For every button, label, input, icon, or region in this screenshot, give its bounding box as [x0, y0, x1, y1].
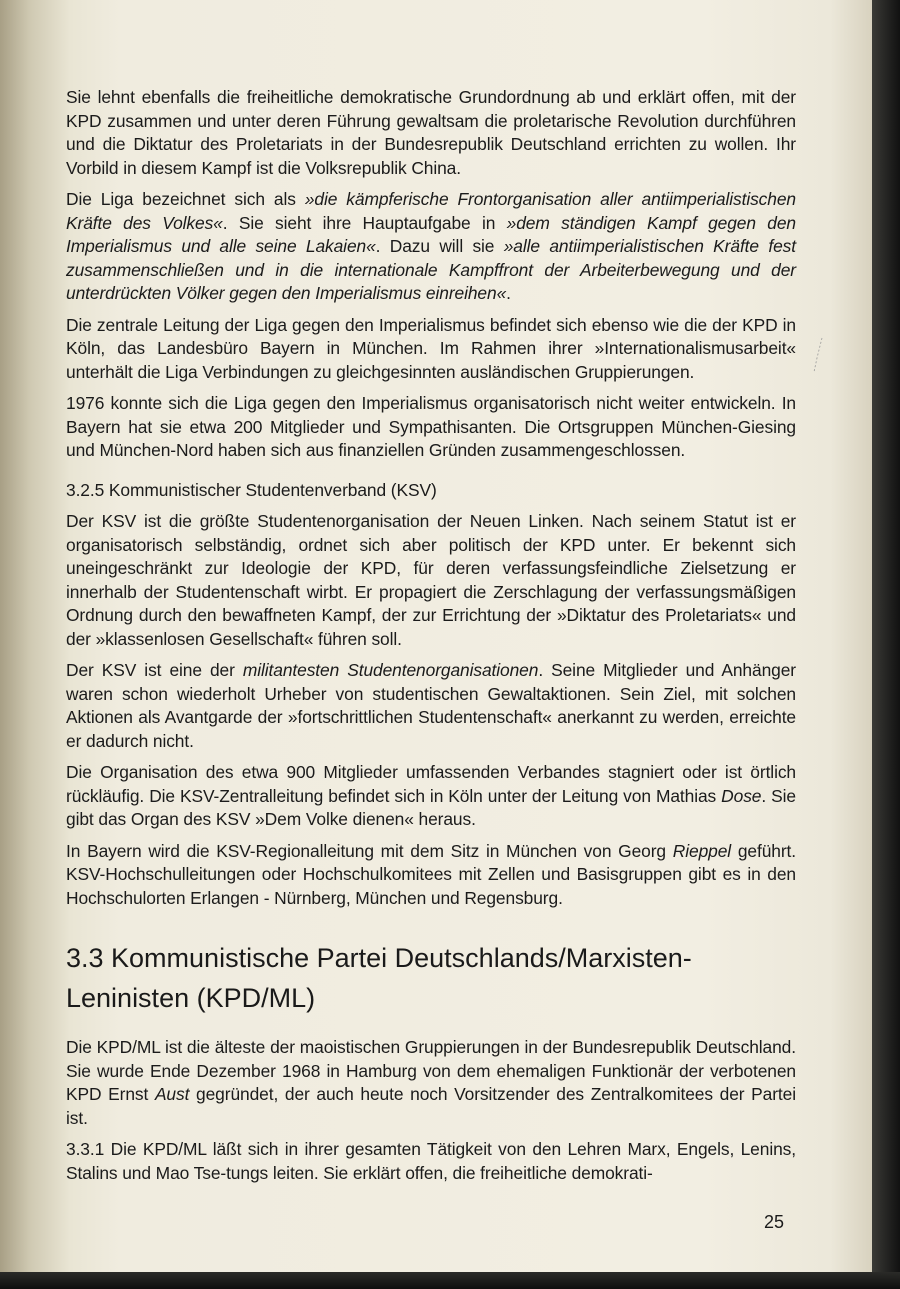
text-run: Der KSV ist die größte Studentenorganisation der Neuen Linken. Nach seinem Statut ist er organisatorisch selbständig, ordnet sich aber politisch der KPD unter. Er bekennt sich uneingeschränkt zur Ideologie der KPD, für deren verfassungsfeindliche Zielsetzung er innerhalb der Studentenschaft wirbt. Er propagiert die Zerschlagung der verfassungsmäßigen Ordnung durch den bewaffneten Kampf, der zur Errichtung der »Diktatur des Proletariats« und der »klassenlosen Gesellschaft« führen soll.: [66, 511, 796, 649]
text-run: gegründet, der auch heute noch Vorsitzender des Zentralkomitees der Partei ist.: [66, 1084, 796, 1128]
paragraph: [66, 188, 796, 306]
italic-run: Aust: [154, 1084, 190, 1104]
paragraph-group-ksv: [66, 510, 796, 910]
page-bottom-edge: [0, 1272, 900, 1289]
paragraph: [66, 1036, 796, 1130]
paragraph: [66, 1138, 796, 1185]
paragraph: [66, 510, 796, 651]
section-heading: 3.3 Kommunistische Partei Deutschlands/Marxisten-Leninisten (KPD/ML): [66, 943, 692, 1013]
italic-run: Rieppel: [672, 840, 732, 861]
subsection-title: 3.2.5 Kommunistischer Studentenverband (KSV): [66, 479, 437, 500]
text-run: Der KSV ist eine der: [66, 660, 243, 680]
paragraph: [66, 659, 796, 753]
italic-run: »die kämpferische Frontorganisation aller antiimperialistischen Kräfte des Volkes«: [66, 189, 796, 233]
text-run: 1976 konnte sich die Liga gegen den Imperialismus organisatorisch nicht weiter entwickeln. In Bayern hat sie etwa 200 Mitglieder und Sympathisanten. Die Ortsgruppen München-Giesing und München-Nord haben sich aus finanziellen Gründen zusammengeschlossen.: [66, 393, 796, 460]
text-run: Die Liga bezeichnet sich als: [66, 189, 305, 209]
text-run: .: [506, 283, 511, 303]
paragraph: [66, 761, 796, 832]
paragraph-group-kpdml: [66, 1036, 796, 1185]
page-edge-shadow: [872, 0, 900, 1289]
page-number: 25: [764, 1212, 785, 1232]
text-run: . Dazu will sie: [375, 236, 504, 256]
paragraph-group-liga: [66, 86, 796, 463]
italic-run: militantesten Studentenorganisationen: [242, 660, 539, 680]
paragraph: [66, 86, 796, 180]
paragraph: [66, 840, 796, 911]
text-run: . Sie gibt das Organ des KSV »Dem Volke dienen« heraus.: [66, 785, 796, 829]
text-run: . Seine Mitglieder und Anhänger waren schon wiederholt Urheber von studentischen Gewaltaktionen. Sein Ziel, mit solchen Aktionen als Avantgarde der »fortschrittlichen Studentenschaft« anerkannt zu werden, erreichte er dadurch nicht.: [66, 660, 796, 751]
text-run: In Bayern wird die KSV-Regionalleitung mit dem Sitz in München von Georg: [66, 840, 673, 861]
text-run: Die zentrale Leitung der Liga gegen den Imperialismus befindet sich ebenso wie die der KPD in Köln, das Landesbüro Bayern in München. Im Rahmen ihrer »Internationalismusarbeit« unterhält die Liga Verbindungen zu gleichgesinnten ausländischen Gruppierungen.: [66, 314, 796, 382]
paragraph: [66, 392, 796, 463]
text-run: Die Organisation des etwa 900 Mitglieder umfassenden Verbandes stagniert oder ist örtlich rückläufig. Die KSV-Zentralleitung befindet sich in Köln unter der Leitung von Mathias: [66, 762, 796, 806]
text-run: geführt. KSV-Hochschulleitungen oder Hochschulkomitees mit Zellen und Basisgruppen gibt es in den Hochschulorten Erlangen - Nürnberg, München und Regensburg.: [66, 840, 797, 908]
text-run: . Sie sieht ihre Hauptaufgabe in: [222, 212, 507, 233]
page-text-column: [66, 86, 796, 1193]
text-run: Sie lehnt ebenfalls die freiheitliche demokratische Grundordnung ab und erklärt offen, mit der KPD zusammen und unter deren Führung gewaltsam die proletarische Revolution durchführen und die Diktatur des Proletariats in der Bundesrepublik Deutschland errichten zu wollen. Ihr Vorbild in diesem Kampf ist die Volksrepublik China.: [66, 87, 796, 178]
italic-run: »alle antiimperialistischen Kräfte fest zusammenschließen und in die internationale Kampffront der Arbeiterbewegung und der unterdrückten Völker gegen den Imperialismus einreihen«: [66, 236, 796, 303]
text-run: 3.3.1 Die KPD/ML läßt sich in ihrer gesamten Tätigkeit von den Lehren Marx, Engels, Lenins, Stalins und Mao Tse-tungs leiten. Sie erklärt offen, die freiheitliche demokrati-: [66, 1139, 796, 1183]
italic-run: Dose: [721, 785, 762, 806]
text-run: Die KPD/ML ist die älteste der maoistischen Gruppierungen in der Bundesrepublik Deutschland. Sie wurde Ende Dezember 1968 in Hamburg von dem ehemaligen Funktionär der verbotenen KPD Ernst: [66, 1037, 796, 1104]
paragraph: [66, 314, 796, 385]
pencil-mark-icon: [812, 336, 824, 376]
italic-run: »dem ständigen Kampf gegen den Imperialismus und alle seine Lakaien«: [66, 212, 797, 256]
